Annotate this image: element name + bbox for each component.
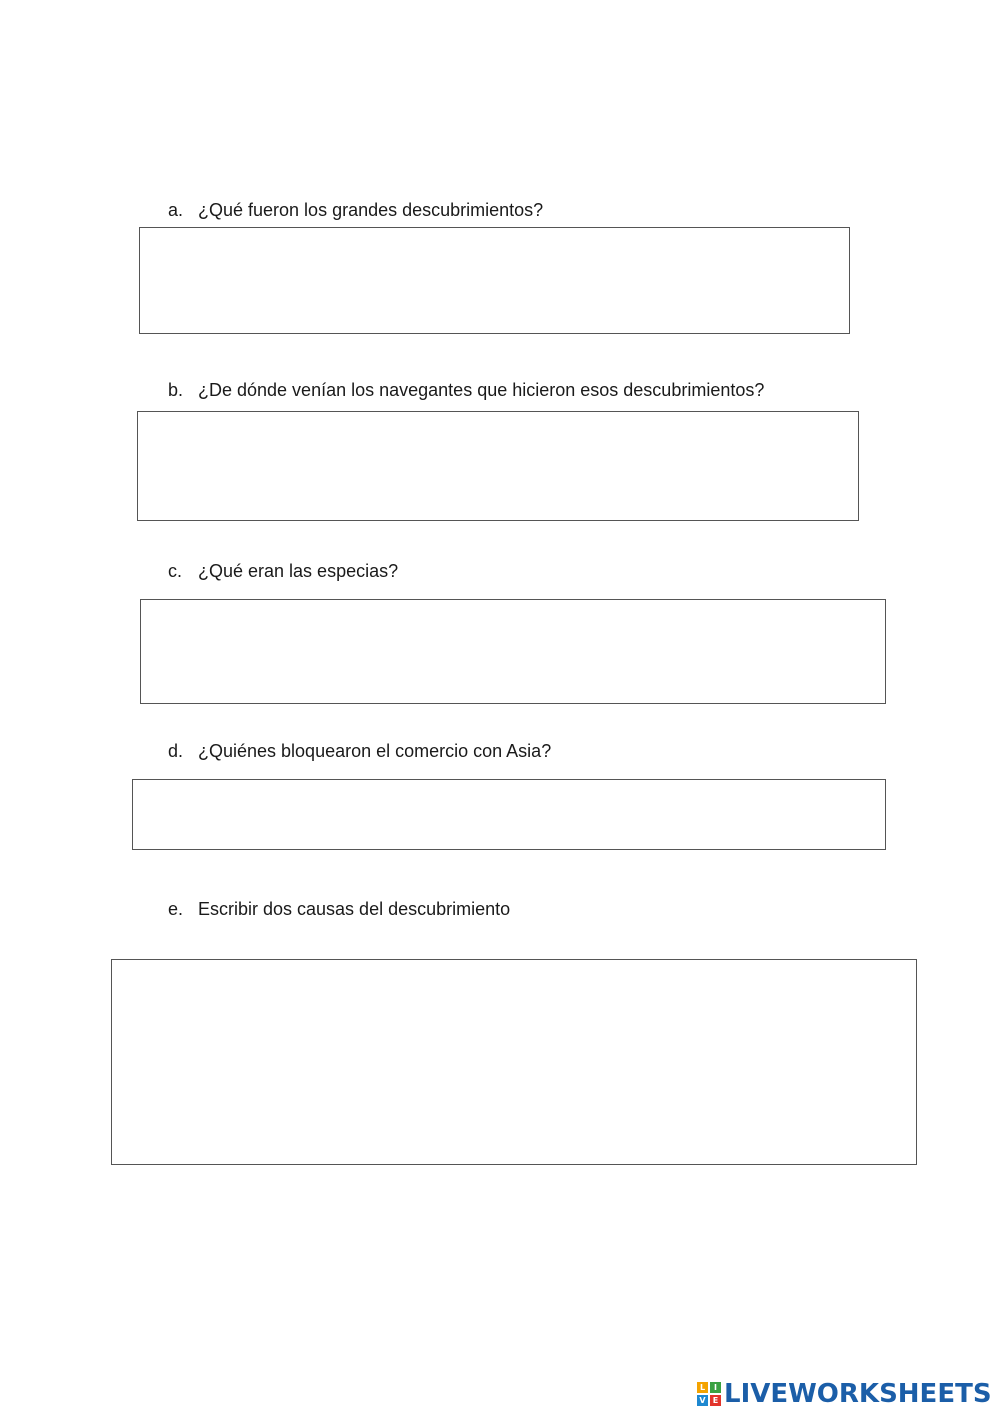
question-a xyxy=(168,199,543,221)
question-e-text: Escribir dos causas del descubrimiento xyxy=(198,899,511,919)
liveworksheets-logo-icon xyxy=(697,1382,721,1406)
answer-box-d[interactable] xyxy=(132,779,886,850)
answer-box-b[interactable] xyxy=(137,411,859,521)
question-b-text: ¿De dónde venían los navegantes que hicieron esos descubrimientos? xyxy=(198,380,765,400)
liveworksheets-logo-text: LIVEWORKSHEETS xyxy=(724,1379,992,1409)
question-b xyxy=(168,379,764,401)
question-e xyxy=(168,898,510,920)
logo-mark-letter-1: L xyxy=(697,1382,708,1393)
question-e-letter: e. xyxy=(168,899,184,919)
question-d-text: ¿Quiénes bloquearon el comercio con Asia? xyxy=(198,741,552,761)
question-c-letter: c. xyxy=(168,561,183,581)
question-d-letter: d. xyxy=(168,741,184,761)
answer-box-e[interactable] xyxy=(111,959,917,1165)
question-c-text: ¿Qué eran las especias? xyxy=(198,561,399,581)
question-d xyxy=(168,740,551,762)
answer-box-a[interactable] xyxy=(139,227,850,334)
question-a-letter: a. xyxy=(168,200,184,220)
question-b-letter: b. xyxy=(168,380,184,400)
logo-mark-letter-4: E xyxy=(710,1395,721,1406)
question-a-text: ¿Qué fueron los grandes descubrimientos? xyxy=(198,200,544,220)
liveworksheets-logo xyxy=(697,1379,992,1409)
answer-box-c[interactable] xyxy=(140,599,886,704)
question-c xyxy=(168,560,398,582)
logo-mark-letter-3: V xyxy=(697,1395,708,1406)
logo-mark-letter-2: I xyxy=(710,1382,721,1393)
